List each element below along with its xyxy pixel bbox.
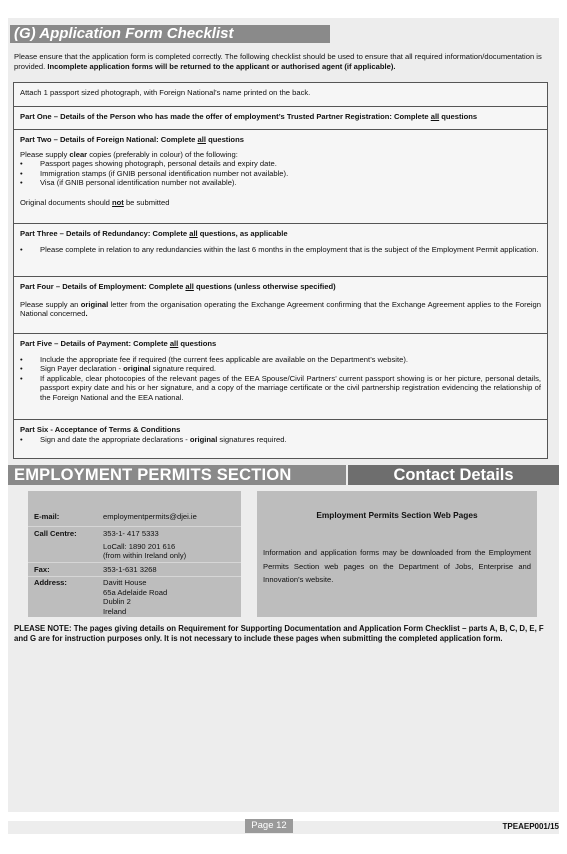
checklist-part-one: [14, 107, 547, 130]
part-one-title: Part One – Details of the Person who has made the offer of employment’s Trusted Partner Registration: Complete all questions: [20, 112, 478, 121]
email-label: E-mail:: [34, 512, 60, 521]
web-pages-title: Employment Permits Section Web Pages: [316, 510, 478, 520]
list-item: • If applicable, clear photocopies of the relevant pages of the EEA Spouse/Civil Partners’ current passport showing is or her picture, personal details, passport expiry date and his or her signature, and a copy of the marriage certificate or the civil partnership registration evidencing the relationship of the Foreign National and the EEA national.: [20, 374, 541, 403]
list-item: • Please complete in relation to any redundancies within the last 6 months in the employment that is the subject of the Employment Permit application.: [20, 245, 541, 255]
checklist-part-four: [14, 277, 547, 334]
checklist-part-five: [14, 334, 547, 420]
list-item: • Visa (if GNIB personal identification number not available).: [20, 178, 541, 188]
list-item: • Sign Payer declaration - original signature required.: [20, 364, 541, 374]
intro-warning: Incomplete application forms will be returned to the applicant or authorised agent (if applicable).: [47, 61, 396, 71]
list-item: • Passport pages showing photograph, personal details and expiry date.: [20, 159, 541, 169]
email-link[interactable]: employmentpermits@djei.ie: [103, 512, 197, 521]
part-four-title: Part Four – Details of Employment: Complete all questions (unless otherwise specified): [20, 282, 336, 291]
part-two-title: Part Two – Details of Foreign National: Complete all questions: [20, 135, 244, 144]
checklist-part-six: [14, 420, 547, 458]
checklist-title: (G) Application Form Checklist: [10, 25, 330, 43]
document-code: TPEAEP001/15: [502, 822, 559, 831]
address-line: Dublin 2: [103, 597, 131, 606]
checklist-part-three: [14, 224, 547, 277]
part-two-bullets: [20, 159, 541, 188]
checklist-part-two: [14, 130, 547, 224]
part-six-title: Part Six - Acceptance of Terms & Conditions: [20, 425, 181, 434]
list-item: • Sign and date the appropriate declarations - original signatures required.: [20, 435, 541, 445]
fax-label: Fax:: [34, 565, 50, 574]
locall-note: (from within Ireland only): [103, 551, 187, 560]
contact-details-band: Contact Details: [348, 465, 559, 485]
intro-text: Please ensure that the application form is completed correctly. The following checklist should be used to ensure that all required information/documentation is provided.: [14, 52, 542, 71]
checklist-attach-row: [14, 83, 547, 107]
divider: [28, 526, 241, 527]
part-three-bullets: [20, 245, 541, 255]
employment-permits-section-band: EMPLOYMENT PERMITS SECTION: [8, 465, 346, 485]
address-label: Address:: [34, 578, 67, 587]
intro-paragraph: [14, 52, 556, 71]
part-five-bullets: [20, 355, 541, 403]
call-centre-label: Call Centre:: [34, 529, 77, 538]
web-pages-box: [257, 491, 537, 617]
list-item: • Include the appropriate fee if required (the current fees applicable are available on the Department’s website).: [20, 355, 541, 365]
address-line: Davitt House: [103, 578, 147, 587]
part-two-originals: Original documents should not be submitted: [20, 197, 170, 207]
part-five-title: Part Five – Details of Payment: Complete all questions: [20, 339, 217, 348]
contact-details-box: [28, 491, 241, 617]
locall-number: LoCall: 1890 201 616: [103, 542, 176, 551]
divider: [28, 562, 241, 563]
address-line: Ireland: [103, 606, 127, 616]
page-number: Page 12: [245, 819, 293, 833]
fax-number: 353-1-631 3268: [103, 565, 157, 574]
address-line: 65a Adelaide Road: [103, 587, 168, 597]
divider: [28, 576, 241, 577]
please-note: PLEASE NOTE: The pages giving details on Requirement for Supporting Documentation and Application Form Checklist – parts A, B, C, D, E, F and G are for instruction purposes only. It is not necessary to include these pages when submitting the completed application form.: [14, 624, 544, 643]
list-item: • Immigration stamps (if GNIB personal identification number not available).: [20, 169, 541, 179]
call-centre-number: 353-1- 417 5333: [103, 529, 159, 538]
web-pages-text: Information and application forms may be downloaded from the Employment Permits Section web pages on the Department of Jobs, Enterprise and Innovation’s website.: [263, 548, 531, 584]
part-three-title: Part Three – Details of Redundancy: Complete all questions, as applicable: [20, 229, 288, 238]
part-four-text: Please supply an original letter from the organisation operating the Exchange Agreement confirming that the Exchange Agreement applies to the Foreign National concerned.: [20, 299, 541, 319]
part-two-supply: Please supply clear copies (preferably in colour) of the following:: [20, 149, 238, 159]
part-six-bullets: [20, 435, 541, 445]
attach-photo-text: Attach 1 passport sized photograph, with Foreign National’s name printed on the back.: [20, 88, 311, 97]
checklist-table: [13, 82, 548, 459]
